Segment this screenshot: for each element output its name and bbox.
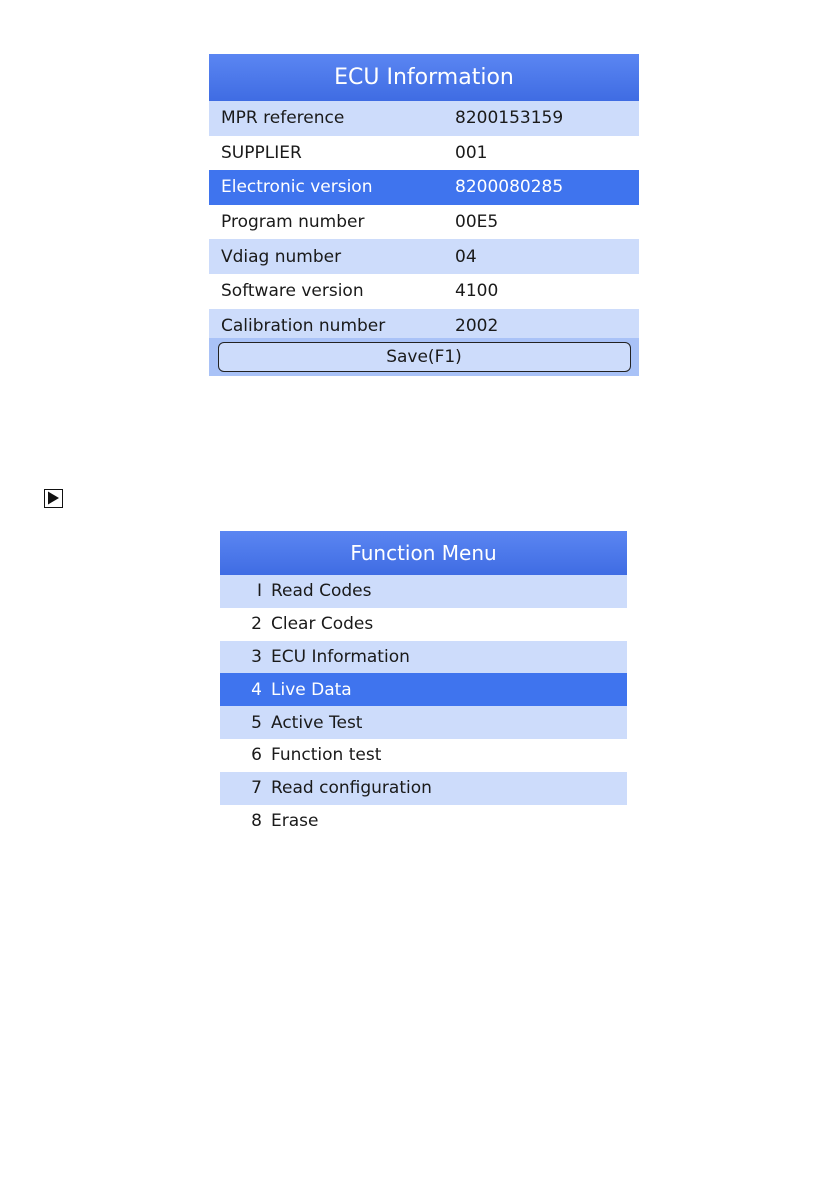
row-value: 8200153159 — [455, 108, 564, 129]
menu-item-function-test[interactable] — [220, 739, 627, 772]
row-label: SUPPLIER — [221, 142, 302, 163]
ecu-information-screen — [209, 54, 639, 376]
menu-item-active-test[interactable] — [220, 706, 627, 739]
menu-item-read-configuration[interactable] — [220, 772, 627, 805]
menu-item-number: 5 — [251, 712, 262, 733]
save-button[interactable]: Save(F1) — [218, 342, 631, 372]
table-row-mpr-reference[interactable] — [209, 101, 639, 136]
menu-item-number: 7 — [251, 778, 262, 799]
menu-item-number: 2 — [251, 614, 262, 635]
menu-item-read-codes[interactable] — [220, 575, 627, 608]
menu-item-label: Read configuration — [271, 778, 432, 799]
function-menu-title: Function Menu — [220, 531, 627, 575]
table-row-electronic-version[interactable] — [209, 170, 639, 205]
menu-item-number: 8 — [251, 810, 262, 831]
table-row-vdiag-number[interactable] — [209, 239, 639, 274]
menu-item-label: Function test — [271, 745, 382, 766]
menu-item-label: Active Test — [271, 712, 363, 733]
menu-item-label: ECU Information — [271, 646, 410, 667]
menu-item-clear-codes[interactable] — [220, 608, 627, 641]
row-value: 2002 — [455, 315, 499, 336]
menu-item-label: Erase — [271, 810, 319, 831]
row-value: 04 — [455, 246, 477, 267]
ecu-information-title: ECU Information — [209, 54, 639, 101]
menu-item-ecu-information[interactable] — [220, 641, 627, 674]
table-row-supplier[interactable] — [209, 136, 639, 171]
ecu-footer-bar — [209, 338, 639, 376]
row-value: 001 — [455, 142, 488, 163]
row-label: MPR reference — [221, 108, 345, 129]
row-label: Vdiag number — [221, 246, 342, 267]
row-value: 4100 — [455, 281, 499, 302]
menu-item-number: 3 — [251, 646, 262, 667]
row-label: Electronic version — [221, 177, 373, 198]
menu-item-live-data[interactable] — [220, 673, 627, 706]
row-label: Software version — [221, 281, 364, 302]
table-row-program-number[interactable] — [209, 205, 639, 240]
menu-item-label: Read Codes — [271, 581, 372, 602]
menu-item-number: 6 — [251, 745, 262, 766]
row-label: Calibration number — [221, 315, 386, 336]
table-row-software-version[interactable] — [209, 274, 639, 309]
row-label: Program number — [221, 212, 365, 233]
play-arrow-icon — [44, 489, 63, 508]
menu-item-erase[interactable] — [220, 805, 627, 838]
menu-item-number: 4 — [251, 679, 262, 700]
menu-item-label: Clear Codes — [271, 614, 374, 635]
menu-item-number: I — [256, 581, 262, 602]
row-value: 8200080285 — [455, 177, 564, 198]
row-value: 00E5 — [455, 212, 499, 233]
function-menu-screen — [220, 531, 627, 837]
ecu-information-table — [209, 101, 639, 343]
menu-item-label: Live Data — [271, 679, 352, 700]
